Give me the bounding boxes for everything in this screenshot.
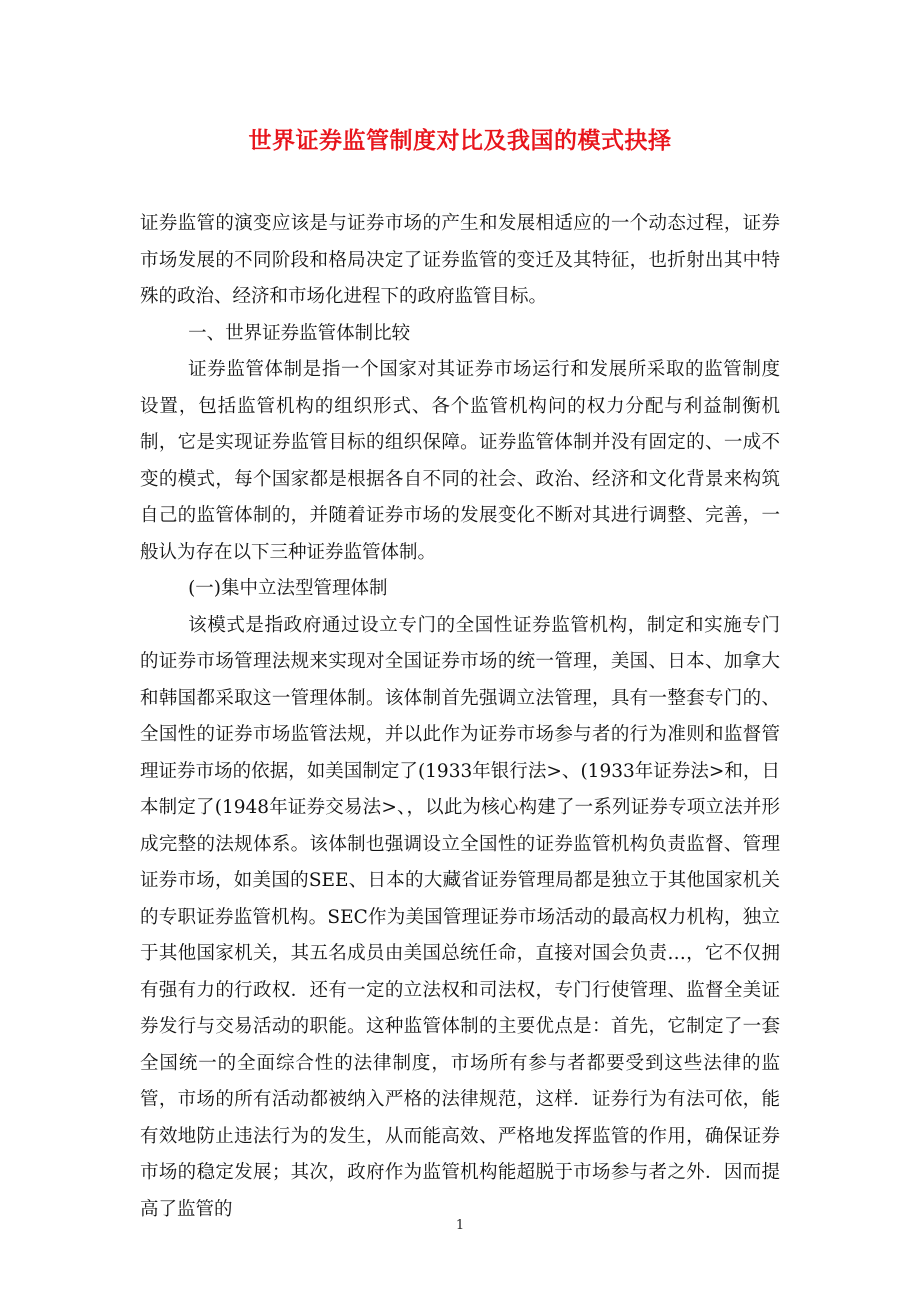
subsection-heading: (一)集中立法型管理体制 (188, 578, 388, 599)
intro-paragraph: 证券监管的演变应该是与证券市场的产生和发展相适应的一个动态过程，证券市场发展的不同阶段和格局决定了证券监管的变迁及其特征，也折射出其中特殊的政治、经济和市场化进程下的政府监管目标。 (140, 213, 780, 307)
body-paragraph: 该模式是指政府通过设立专门的全国性证券监管机构，制定和实施专门的证券市场管理法规来实现对全国证券市场的统一管理，美国、日本、加拿大和韩国都采取这一管理体制。该体制首先强调立法管理，具有一整套专门的、全国性的证券市场监管法规，并以此作为证券市场参与者的行为准则和监督管理证券市场的依据，如美国制定了(1933年银行法>、(1933年证券法>和，日本制定了(1948年证券交易法>、，以此为核心构建了一系列证券专项立法并形成完整的法规体系。该体制也强调设立全国性的证券监管机构负责监督、管理证券市场，如美国的SEE、日本的大藏省证券管理局都是独立于其他国家机关的专职证券监管机构。SEC作为美国管理证券市场活动的最高权力机构，独立于其他国家机关，其五名成员由美国总统任命，直接对国会负责…，它不仅拥有强有力的行政权．还有一定的立法权和司法权，专门行使管理、监督全美证券发行与交易活动的职能。这种监管体制的主要优点是：首先，它制定了一套全国统一的全面综合性的法律制度，市场所有参与者都要受到这些法律的监管，市场的所有活动都被纳入严格的法律规范，这样．证券行为有法可依，能有效地防止违法行为的发生，从而能高效、严格地发挥监管的作用，确保证券市场的稳定发展；其次，政府作为监管机构能超脱于市场参与者之外．因而提高了监管的 (140, 614, 780, 1220)
body-paragraph: 证券监管体制是指一个国家对其证券市场运行和发展所采取的监管制度设置，包括监管机构的组织形式、各个监管机构问的权力分配与利益制衡机制，它是实现证券监管目标的组织保障。证券监管体制并没有固定的、一成不变的模式，每个国家都是根据各自不同的社会、政治、经济和文化背景来构筑自己的监管体制的，并随着证券市场的发展变化不断对其进行调整、完善，一般认为存在以下三种证券监管体制。 (140, 359, 780, 563)
page-number: 1 (455, 1218, 465, 1233)
document-title: 世界证券监管制度对比及我国的模式抉择 (248, 128, 672, 154)
section-heading: 一、世界证券监管体制比较 (188, 322, 411, 344)
document-body (140, 206, 780, 1228)
